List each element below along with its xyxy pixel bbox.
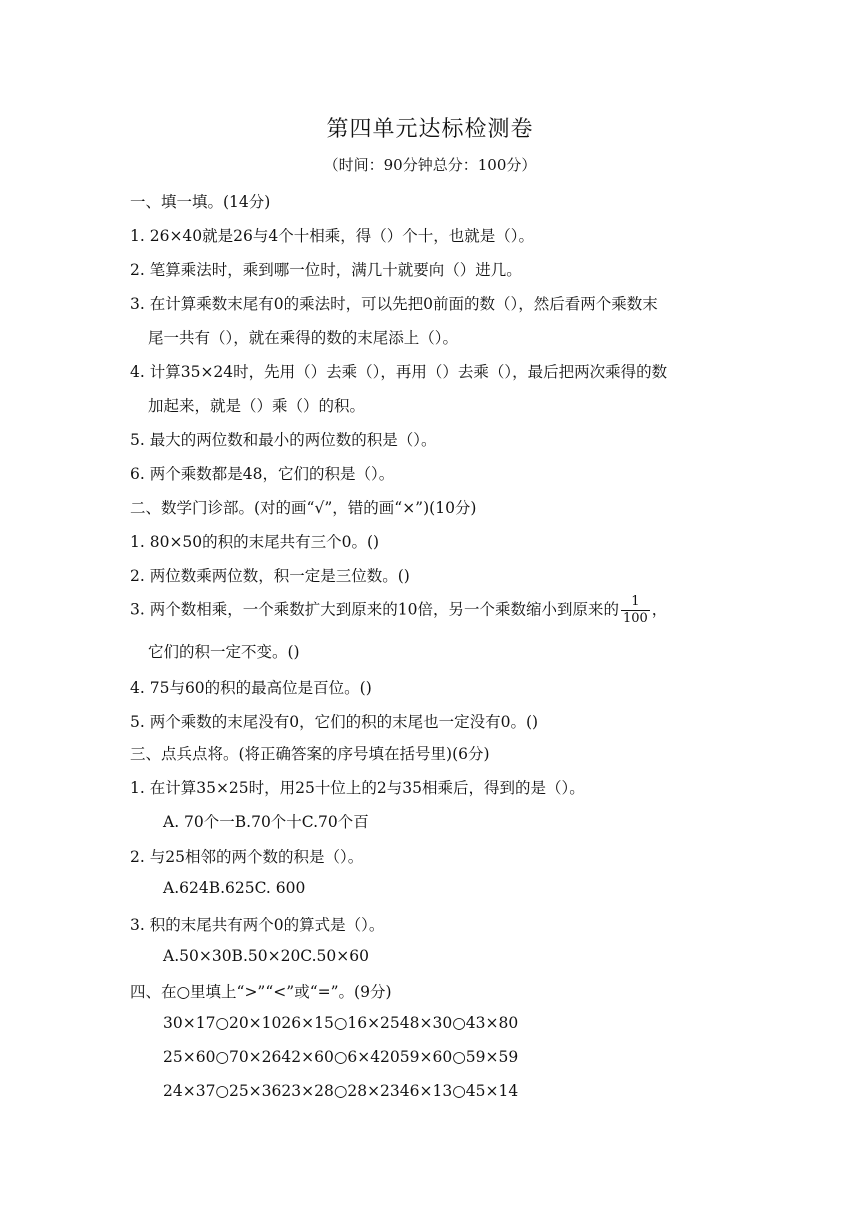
section-1-question-4-line-1: 4. 计算35×24时，先用（）去乘（），再用（）去乘（），最后把两次乘得的数 [130, 363, 668, 381]
section-1-question-3-line-2: 尾一共有（），就在乘得的数的末尾添上（）。 [148, 329, 459, 347]
section-1-question-4-line-2: 加起来，就是（）乘（）的积。 [148, 397, 366, 415]
fraction-denominator: 100 [622, 611, 648, 626]
section-1-question-2: 2. 笔算乘法时，乘到哪一位时，满几十就要向（）进几。 [130, 261, 522, 279]
fraction-one-hundredth [621, 594, 650, 627]
section-3-question-3: 3. 积的末尾共有两个0的算式是（）。 [130, 916, 385, 934]
section-2-question-3-text: 3. 两个数相乘，一个乘数扩大到原来的10倍，另一个乘数缩小到原来的 [130, 600, 619, 619]
section-2-question-3-line-2: 它们的积一定不变。() [148, 643, 300, 661]
comparison-row-3: 24×37○25×3623×28○28×2346×13○45×14 [163, 1082, 519, 1100]
section-3-question-2: 2. 与25相邻的两个数的积是（）。 [130, 848, 364, 866]
page-title: 第四单元达标检测卷 [326, 117, 534, 142]
section-2-question-3-line-1 [130, 594, 667, 627]
section-2-question-5: 5. 两个乘数的末尾没有0，它们的积的末尾也一定没有0。() [130, 713, 539, 731]
section-1-question-6: 6. 两个乘数都是48，它们的积是（）。 [130, 465, 395, 483]
section-3-heading: 三、点兵点将。(将正确答案的序号填在括号里)(6分) [130, 745, 490, 763]
fraction-numerator: 1 [621, 594, 650, 611]
section-3-question-1: 1. 在计算35×25时，用25十位上的2与35相乘后，得到的是（）。 [130, 779, 585, 797]
section-3-question-1-options: A. 70个一B.70个十C.70个百 [163, 813, 369, 831]
section-1-question-5: 5. 最大的两位数和最小的两位数的积是（）。 [130, 431, 437, 449]
section-3-question-2-options: A.624B.625C. 600 [163, 879, 306, 897]
section-4-heading: 四、在○里填上“>”“<”或“=”。(9分) [130, 983, 392, 1001]
comparison-row-1: 30×17○20×1026×15○16×2548×30○43×80 [163, 1014, 519, 1032]
section-2-question-3-comma: ， [651, 600, 668, 619]
section-3-question-3-options: A.50×30B.50×20C.50×60 [163, 947, 369, 965]
section-1-question-1: 1. 26×40就是26与4个十相乘，得（）个十，也就是（）。 [130, 227, 534, 245]
section-1-heading: 一、填一填。(14分) [130, 193, 271, 211]
section-2-question-2: 2. 两位数乘两位数，积一定是三位数。() [130, 567, 410, 585]
comparison-row-2: 25×60○70×2642×60○6×42059×60○59×59 [163, 1048, 519, 1066]
section-2-question-1: 1. 80×50的积的末尾共有三个0。() [130, 533, 380, 551]
section-1-question-3-line-1: 3. 在计算乘数末尾有0的乘法时，可以先把0前面的数（），然后看两个乘数末 [130, 295, 658, 313]
section-2-question-4: 4. 75与60的积的最高位是百位。() [130, 679, 372, 697]
section-2-heading: 二、数学门诊部。(对的画“√”，错的画“×”)(10分) [130, 499, 477, 517]
page-subtitle: （时间：90分钟总分：100分） [323, 156, 537, 174]
